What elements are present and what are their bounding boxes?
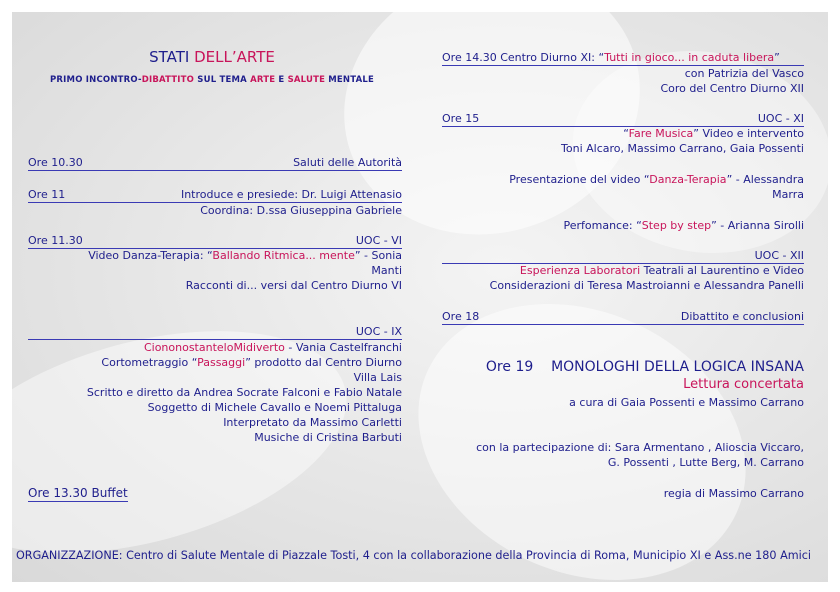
schedule-text: regia di Massimo Carrano <box>663 487 804 500</box>
schedule-text: Cortometraggio “Passaggi” prodotto dal Centro Diurno <box>101 356 402 369</box>
schedule-text: CiononostanteloMidiverto - Vania Castelfranchi <box>143 341 402 354</box>
schedule-text: Racconti di... versi dal Centro Diurno VI <box>185 279 402 292</box>
schedule-text: Interpretato da Massimo Carletti <box>223 416 402 429</box>
evening-subtitle: Lettura concertata <box>683 377 804 392</box>
buffet-line: Ore 13.30 Buffet <box>28 486 128 500</box>
schedule-text: con Patrizia del Vasco <box>684 67 804 80</box>
schedule-row: Ore 14.30 Centro Diurno XI: “Tutti in gioco... in caduta libera” <box>442 50 804 66</box>
schedule-text: Musiche di Cristina Barbuti <box>254 431 402 444</box>
schedule-text: Considerazioni di Teresa Mastroianni e Alessandra Panelli <box>489 279 804 292</box>
footer-organization: ORGANIZZAZIONE: Centro di Salute Mentale di Piazzale Tosti, 4 con la collaborazione della Provincia di Roma, Municipio XI e Ass.ne 180 Amici <box>16 549 812 562</box>
schedule-text: G. Possenti , Lutte Berg, M. Carrano <box>607 456 804 469</box>
right-column <box>442 12 804 512</box>
schedule-text: Villa Lais <box>353 371 402 384</box>
schedule-text: Manti <box>371 264 402 277</box>
schedule-text: Marra <box>772 188 804 201</box>
schedule-text: Scritto e diretto da Andrea Socrate Falconi e Fabio Natale <box>86 386 402 399</box>
schedule-row: Ore 11 Introduce e presiede: Dr. Luigi Attenasio <box>28 188 402 201</box>
left-column <box>12 12 412 512</box>
schedule-row: UOC - XII <box>442 248 804 264</box>
schedule-text: Coro del Centro Diurno XII <box>660 82 804 95</box>
schedule-text: “Fare Musica” Video e intervento <box>623 127 804 140</box>
schedule-row: Ore 10.30 Saluti delle Autorità <box>28 156 402 169</box>
schedule-text: Coordina: D.ssa Giuseppina Gabriele <box>200 204 402 217</box>
schedule-row: Ore 18 Dibattito e conclusioni <box>442 310 804 323</box>
schedule-text: Esperienza Laboratori Teatrali al Laurentino e Video <box>519 264 804 277</box>
schedule-text: Presentazione del video “Danza-Terapia” - Alessandra <box>509 173 804 186</box>
subtitle: PRIMO INCONTRO-DIBATTITO SUL TEMA ARTE E SALUTE MENTALE <box>50 75 374 85</box>
schedule-text: Video Danza-Terapia: “Ballando Ritmica... mente” - Sonia <box>88 249 402 262</box>
evening-title: Ore 19 MONOLOGHI DELLA LOGICA INSANA <box>485 359 804 375</box>
schedule-row: UOC - IX <box>28 324 402 340</box>
schedule-text: Toni Alcaro, Massimo Carrano, Gaia Possenti <box>561 142 804 155</box>
schedule-text: a cura di Gaia Possenti e Massimo Carrano <box>569 396 804 409</box>
schedule-text: Soggetto di Michele Cavallo e Noemi Pittaluga <box>147 401 402 414</box>
flyer-page <box>12 12 828 582</box>
schedule-row: Ore 11.30 UOC - VI <box>28 234 402 247</box>
schedule-text: Perfomance: “Step by step” - Arianna Sirolli <box>563 219 804 232</box>
schedule-row: Ore 15 UOC - XI <box>442 112 804 125</box>
main-title: STATI DELL’ARTE <box>149 48 275 66</box>
schedule-text: con la partecipazione di: Sara Armentano , Alioscia Viccaro, <box>476 441 804 454</box>
